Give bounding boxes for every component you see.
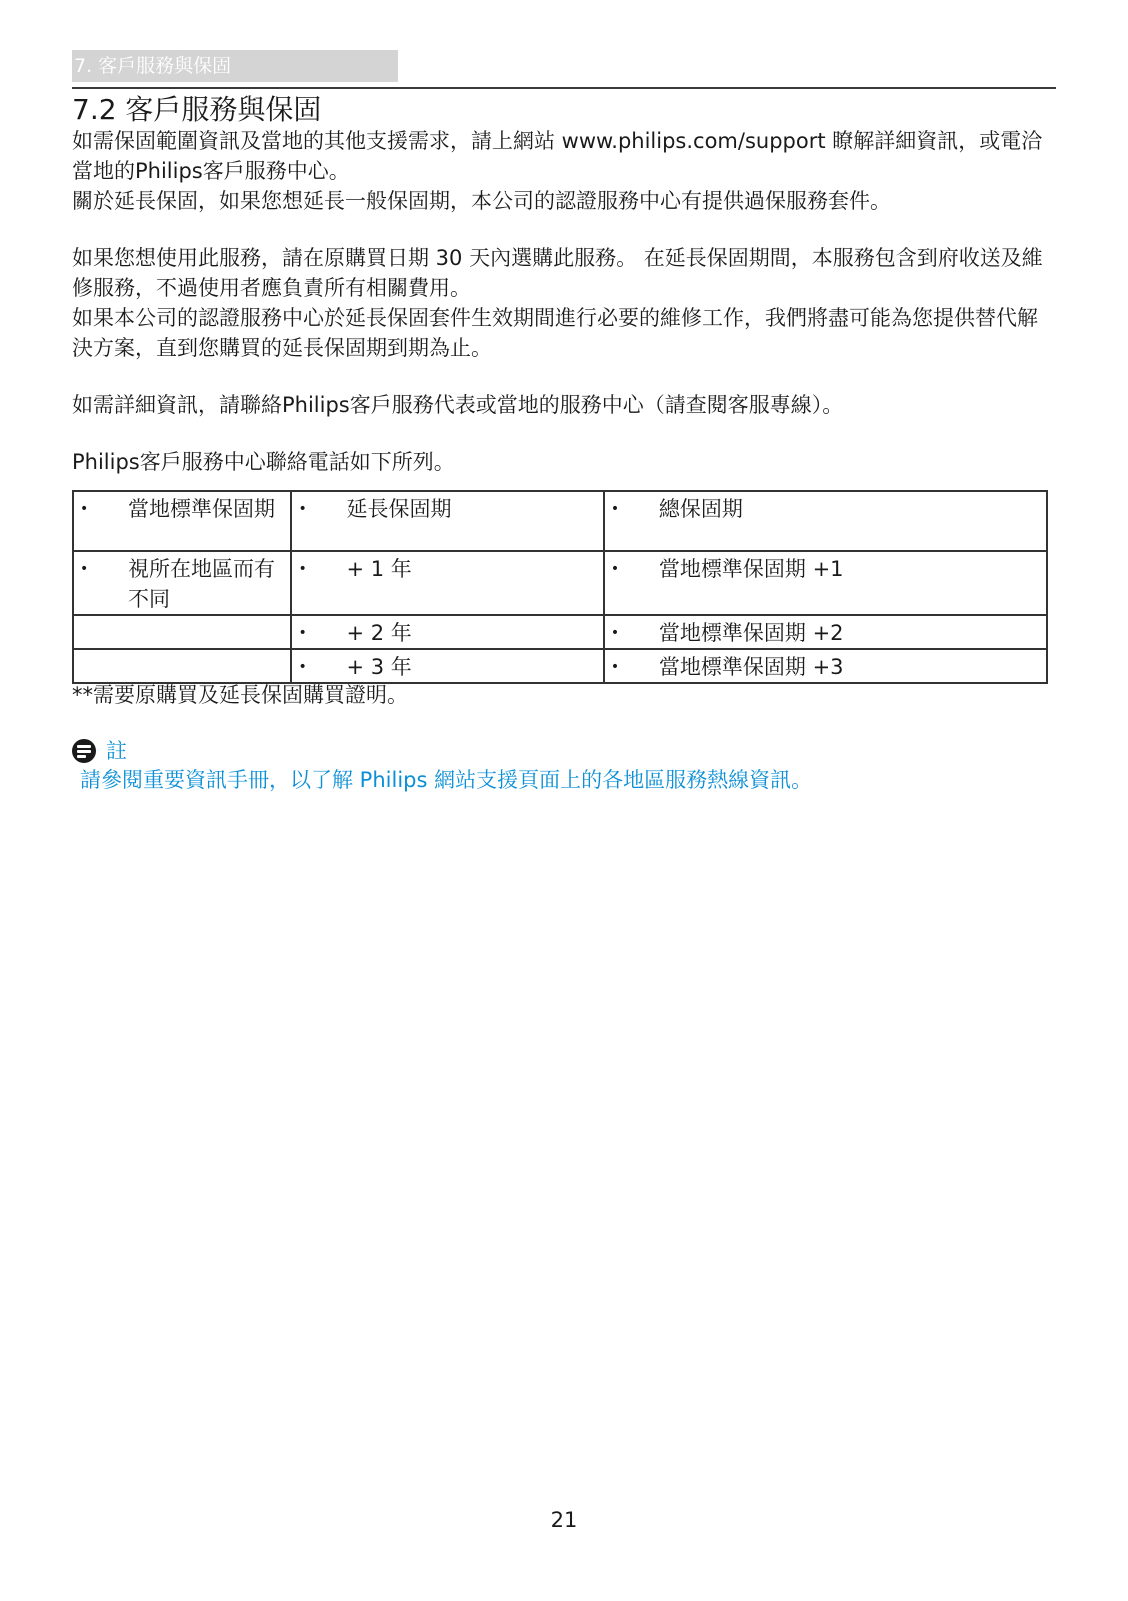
table-cell <box>291 551 603 615</box>
bullet: • <box>610 561 620 577</box>
table-cell <box>604 649 1047 683</box>
table-cell <box>73 649 291 683</box>
note-label: 註 <box>106 739 127 763</box>
header-local-warranty: 當地標準保固期 <box>128 497 275 521</box>
chapter-header: 7. 客戶服務與保固 <box>72 50 398 82</box>
paragraph-phone-list: Philips客戶服務中心聯絡電話如下所列。 <box>72 450 455 474</box>
cell-empty <box>80 652 284 678</box>
table-cell <box>73 491 291 551</box>
bullet: • <box>80 561 89 577</box>
table-cell <box>73 615 291 649</box>
table-cell <box>604 615 1047 649</box>
note-text: 請參閱重要資訊手冊，以了解 Philips 網站支援頁面上的各地區服務熱線資訊。 <box>80 768 813 792</box>
header-divider <box>72 87 1056 89</box>
table-row <box>73 551 1047 615</box>
table-cell <box>604 551 1047 615</box>
header-total-warranty: 總保固期 <box>658 497 743 521</box>
paragraph-extended-warranty: 關於延長保固，如果您想延長一般保固期，本公司的認證服務中心有提供過保服務套件。 <box>72 189 891 213</box>
cell-varies-by-region: 視所在地區而有不同 <box>128 557 275 611</box>
cell-total-plus-2: 當地標準保固期 +2 <box>658 621 844 645</box>
cell-empty <box>80 618 284 644</box>
section-title: 7.2 客戶服務與保固 <box>72 93 322 126</box>
table-cell <box>291 491 603 551</box>
table-cell <box>291 615 603 649</box>
note-icon <box>72 739 96 763</box>
bullet: • <box>610 625 620 641</box>
cell-total-plus-1: 當地標準保固期 +1 <box>658 557 844 581</box>
page-number: 21 <box>550 1508 578 1532</box>
footnote: **需要原購買及延長保固購買證明。 <box>72 683 408 707</box>
table-cell <box>291 649 603 683</box>
bullet: • <box>298 659 307 675</box>
table-row <box>73 649 1047 683</box>
bullet: • <box>610 659 620 675</box>
table-row <box>73 615 1047 649</box>
bullet: • <box>80 501 89 517</box>
table-cell <box>604 491 1047 551</box>
cell-plus-1-year: + 1 年 <box>346 557 412 581</box>
note-heading <box>72 736 127 766</box>
bullet: • <box>298 561 307 577</box>
paragraph-service-terms: 如果您想使用此服務，請在原購買日期 30 天內選購此服務。 在延長保固期間，本服務包含到府收送及維修服務，不過使用者應負責所有相關費用。 <box>72 246 1043 300</box>
bullet: • <box>298 501 307 517</box>
warranty-table <box>72 490 1048 684</box>
cell-plus-2-years: + 2 年 <box>346 621 412 645</box>
bullet: • <box>298 625 307 641</box>
cell-plus-3-years: + 3 年 <box>346 655 412 679</box>
paragraph-support-info: 如需保固範圍資訊及當地的其他支援需求，請上網站 www.philips.com/support 瞭解詳細資訊，或電洽當地的Philips客戶服務中心。 <box>72 129 1043 183</box>
paragraph-contact: 如需詳細資訊，請聯絡Philips客戶服務代表或當地的服務中心（請查閱客服專線）。 <box>72 393 844 417</box>
cell-total-plus-3: 當地標準保固期 +3 <box>658 655 844 679</box>
bullet: • <box>610 501 620 517</box>
paragraph-replacement: 如果本公司的認證服務中心於延長保固套件生效期間進行必要的維修工作，我們將盡可能為您提供替代解決方案，直到您購買的延長保固期到期為止。 <box>72 306 1038 360</box>
header-extended-warranty: 延長保固期 <box>346 497 452 521</box>
table-cell <box>73 551 291 615</box>
table-row <box>73 491 1047 551</box>
